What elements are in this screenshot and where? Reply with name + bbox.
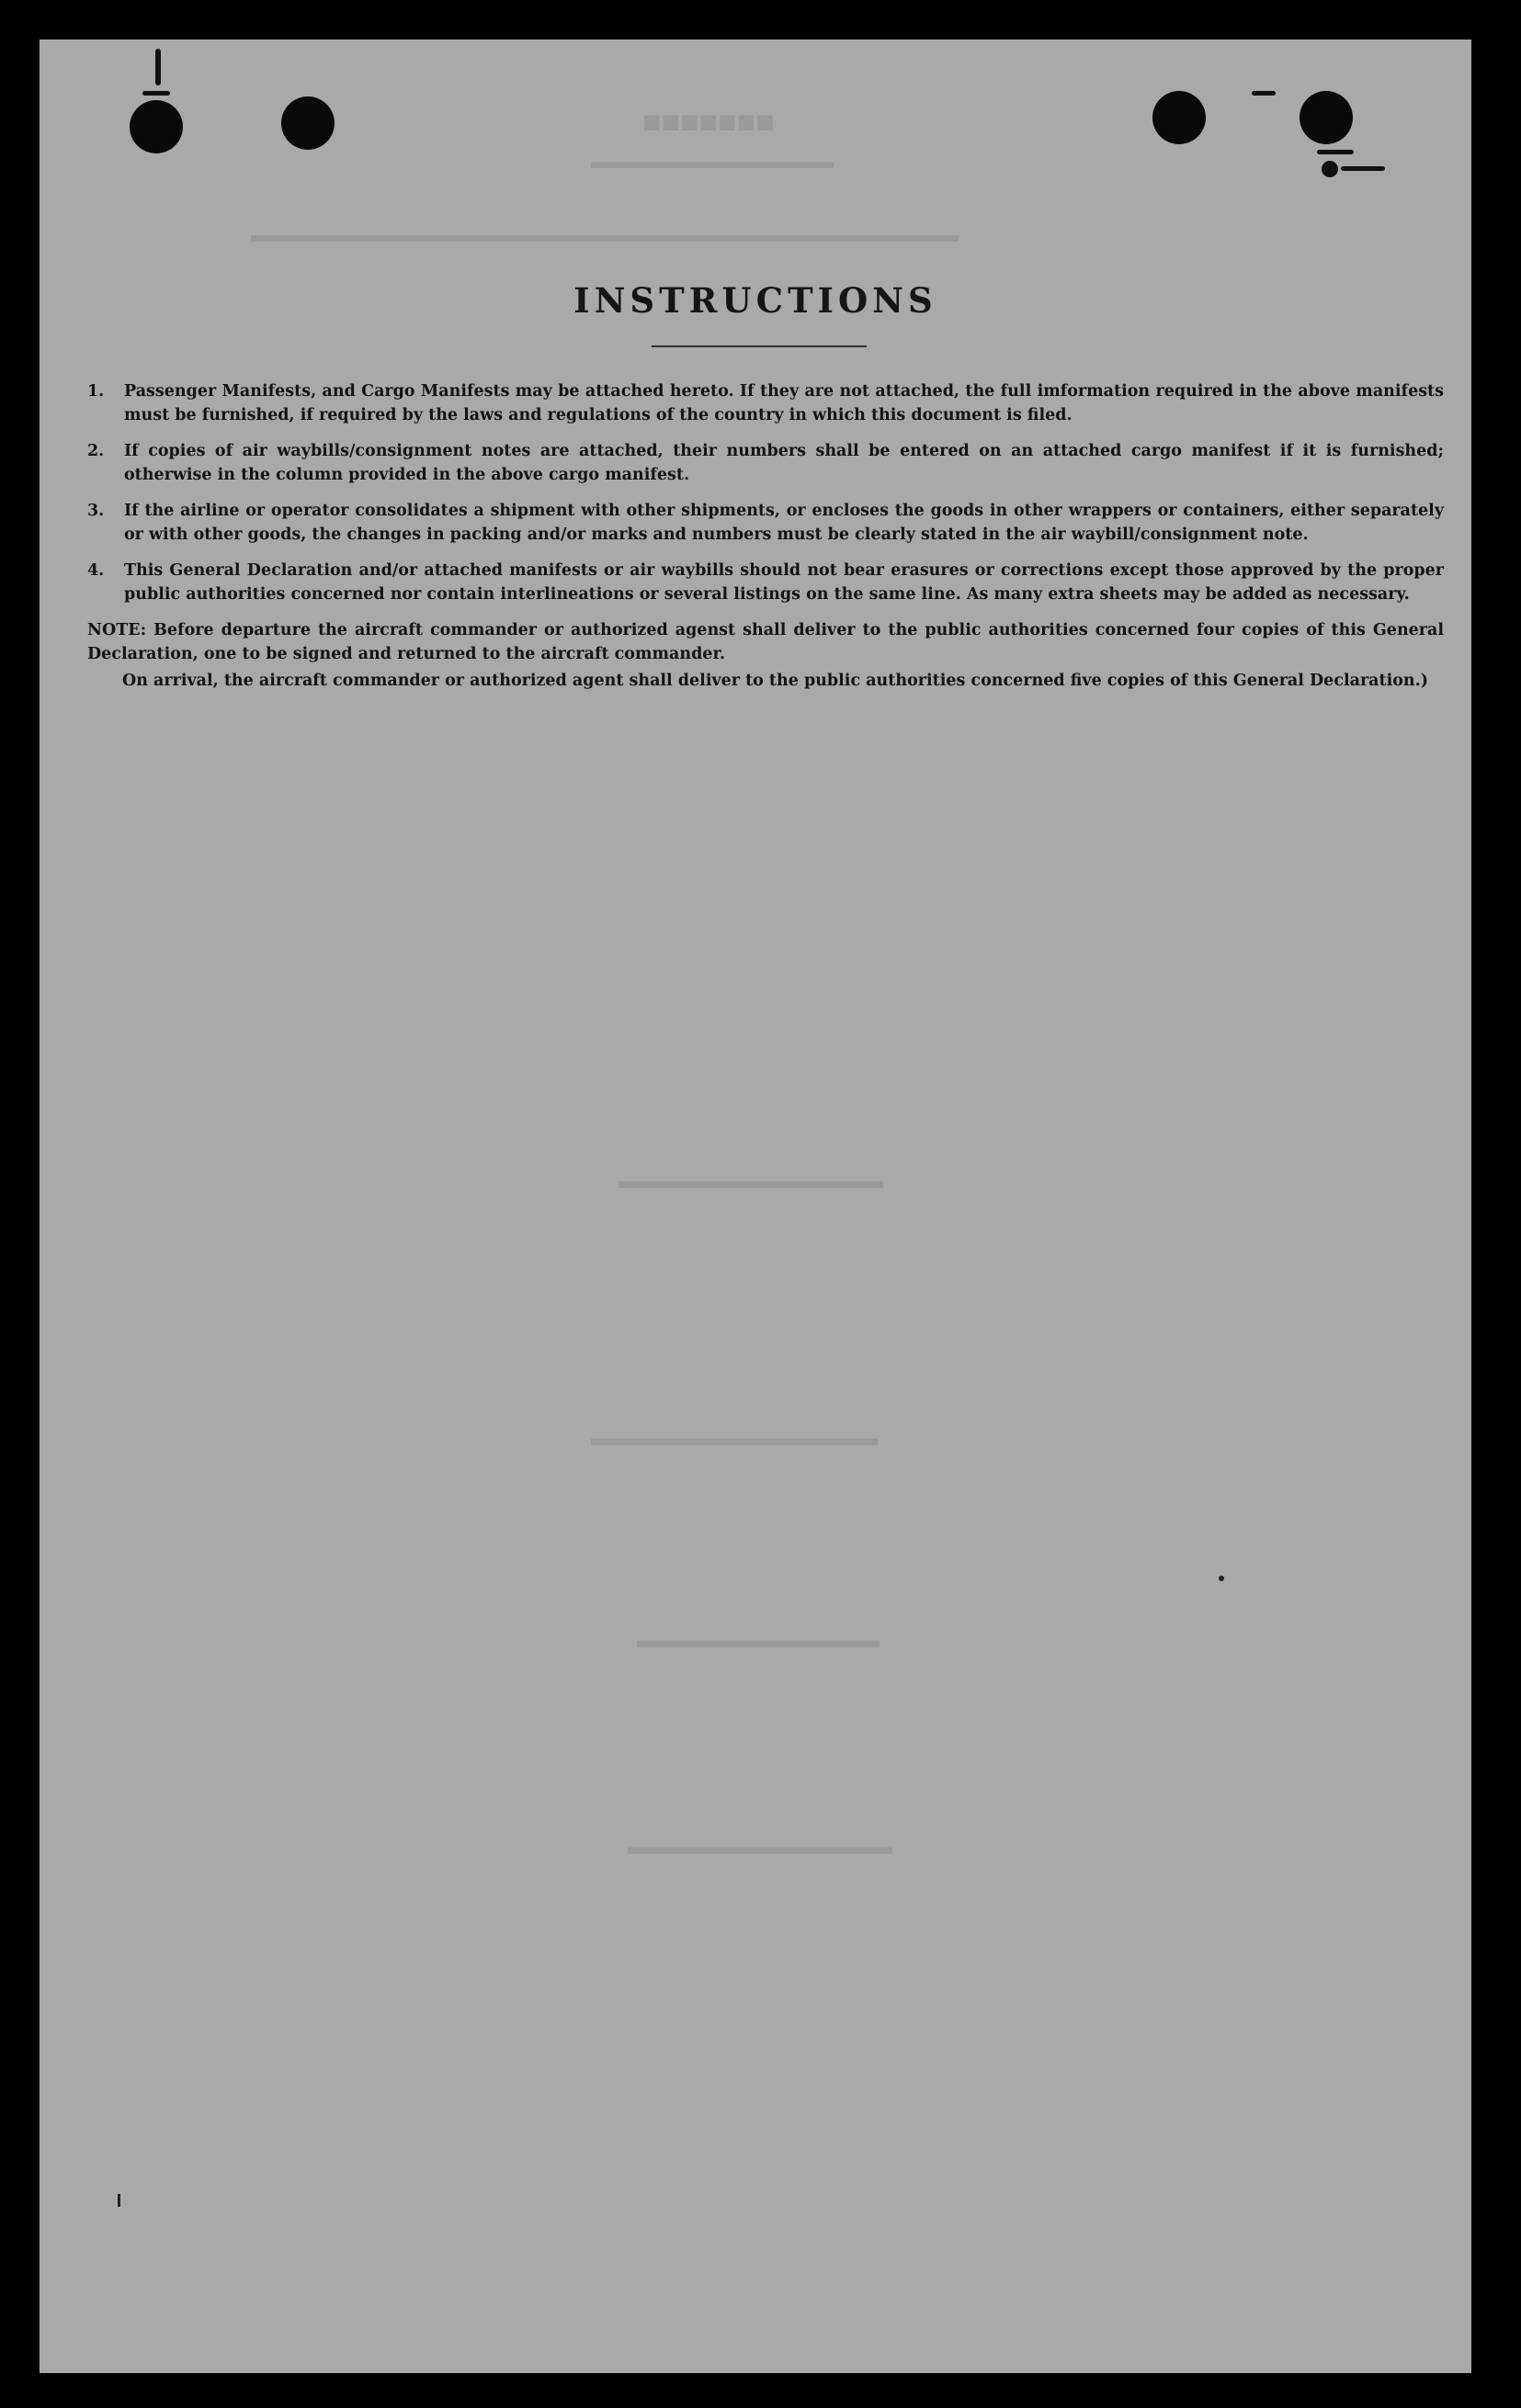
note-paragraph (87, 618, 1444, 666)
punch-hole-right-1 (1152, 91, 1206, 144)
document-page (40, 40, 1471, 2373)
ink-mark (1322, 161, 1338, 177)
bleed-through-text: ▬▬▬▬▬▬▬▬▬▬▬▬ (591, 150, 834, 173)
punch-hole-right-2 (1300, 91, 1353, 144)
instruction-item (87, 499, 1444, 547)
instructions-list (87, 379, 1444, 693)
instruction-item (87, 439, 1444, 487)
page-title: INSTRUCTIONS (573, 280, 937, 321)
note-block (87, 618, 1444, 693)
note-text: Before departure the aircraft commander or authorized agenst shall deliver to the public authorities concerned four copies of this General Declaration, one to be signed and returned to the aircraft commander. (87, 621, 1445, 663)
instruction-text: This General Declaration and/or attached manifests or air waybills should not bear erasures or corrections except those approved by the proper public authorities concerned nor contain interlineations or several listings on the same line. As many extra sheets may be added as necessary. (124, 561, 1444, 604)
instruction-item (87, 559, 1444, 606)
stray-mark (118, 2194, 120, 2207)
bleed-through-text: ▬▬▬▬▬▬▬▬▬▬▬▬▬ (591, 1427, 878, 1451)
bleed-through-text: ▬▬▬▬▬▬▬▬▬▬▬▬ (619, 1170, 883, 1193)
ink-mark (1252, 91, 1276, 96)
ink-mark (1341, 166, 1385, 171)
ink-mark (142, 91, 170, 96)
bleed-through-text: ▬▬▬▬▬▬▬▬▬▬▬▬ (628, 1836, 892, 1860)
title-underline (652, 345, 867, 347)
stray-mark (1219, 1576, 1224, 1581)
instruction-number: 2. (87, 442, 105, 460)
instruction-item (87, 379, 1444, 427)
punch-hole-left-2 (281, 96, 335, 150)
note-label: NOTE: (87, 621, 147, 639)
punch-hole-left-1 (130, 100, 183, 153)
ink-mark (1317, 150, 1354, 154)
instruction-text: Passenger Manifests, and Cargo Manifests may be attached hereto. If they are not attached, the full imformation required in the above manifests must be furnished, if required by the laws and regulations of the country in which this document is filed. (124, 382, 1444, 424)
instruction-number: 1. (87, 382, 105, 401)
instruction-number: 3. (87, 502, 105, 520)
note-arrival-text: On arrival, the aircraft commander or authorized agent shall deliver to the public authorities concerned five copies of this General Declaration.) (122, 672, 1429, 690)
bleed-through-text: ▬▬▬▬▬▬▬▬▬▬▬ (637, 1629, 880, 1653)
instruction-number: 4. (87, 561, 105, 580)
ink-mark (155, 49, 161, 85)
instruction-text: If the airline or operator consolidates a shipment with other shipments, or encloses the goods in other wrappers or containers, either separately or with other goods, the changes in packing and/or marks and numbers must be clearly stated in the air waybill/consignment note. (124, 502, 1444, 544)
bleed-through-text: ■■■■■■■ (642, 106, 775, 140)
bleed-through-text: ▬▬▬▬▬▬▬▬▬▬▬▬▬▬▬▬▬▬▬▬▬▬▬▬▬▬▬▬▬▬▬▬▬▬▬ (251, 223, 959, 246)
instruction-text: If copies of air waybills/consignment notes are attached, their numbers shall be entered on an attached cargo manifest if it is furnished; otherwise in the column provided in the above cargo manifest. (124, 442, 1444, 484)
